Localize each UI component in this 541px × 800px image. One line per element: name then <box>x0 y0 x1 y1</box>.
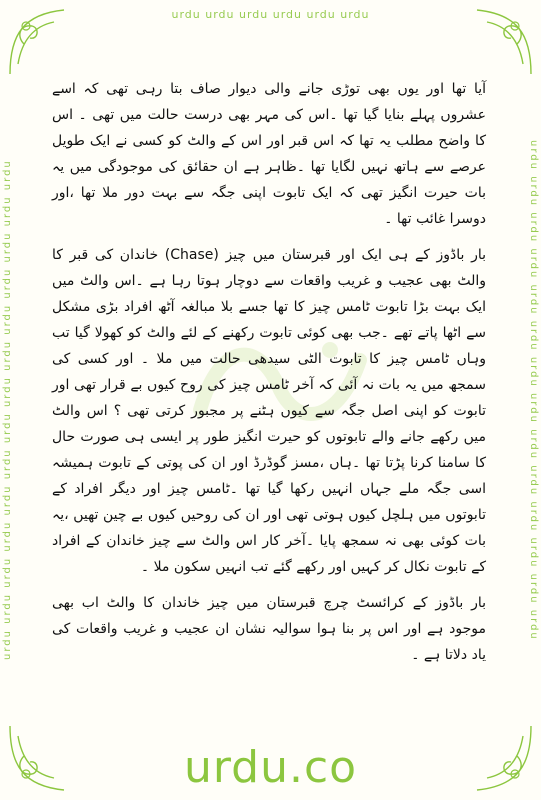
article-body <box>52 76 486 678</box>
top-right-flourish-icon <box>457 4 537 84</box>
paragraph-2: بار باڈوز کے ہی ایک اور قبرستان میں چیز (Chase) خاندان کی قبر کا والٹ بھی عجیب و غریب واقعات سے دوچار ہوتا رہا ہے ۔اس والٹ میں ایک بہت بڑا تابوت ٹامس چیز کا تھا جسے بلا مبالغہ آٹھ افراد بڑی مشکل سے اٹھا پاتے تھے ۔جب بھی کوئی تابوت رکھنے کے لئے والٹ کو کھولا گیا تب وہاں ٹامس چیز کا تابوت الٹی سیدھی حالت میں ملا ۔ اور کسی کی سمجھ میں یہ بات نہ آئی کہ آخر ٹامس چیز کی روح کیوں بے قرار تھی اور تابوت کو اپنی اصل جگہ سے کیوں ہٹنے پر مجبور کرتی تھی ؟ اس والٹ میں رکھے جانے والے تابوتوں کو حیرت انگیز طور پر ایسی ہی صورت حال کا سامنا کرنا پڑتا تھا ۔ہاں ،مسز گوڈرڈ اور ان کی پوتی کے تابوت ہمیشہ اسی جگہ ملے جہاں انہیں رکھا گیا تھا ۔ٹامس چیز اور دیگر افراد کے تابوتوں میں ہلچل کیوں ہوتی تھی اور ان کی روحیں کیوں بے چین تھیں ،یہ بات کوئی بھی نہ سمجھ پایا ۔آخر کار اس والٹ سے چیز خاندان کے افراد کے تابوت نکال کر کہیں اور رکھے گئے تب انہیں سکون ملا ۔ <box>52 247 486 575</box>
left-border-pattern: urdu urdu urdu urdu urdu urdu urdu urdu urdu urdu urdu urdu urdu urdu <box>2 159 13 660</box>
top-border-pattern: urdu urdu urdu urdu urdu urdu <box>171 8 370 21</box>
site-logo: urdu.co <box>183 742 358 793</box>
paragraph-1: آیا تھا اور یوں بھی توڑی جانے والی دیوار صاف بتا رہی تھی کہ اسے عشروں پہلے بنایا گیا تھا ۔اس کی مہر بھی درست حالت میں تھی ۔ اس کا واضح مطلب یہ تھا کہ اس قبر اور اس کے والٹ کو کسی نے ایک طویل عرصے سے ہاتھ نہیں لگایا تھا ۔ظاہر ہے ان حقائق کی موجودگی میں یہ بات حیرت انگیز تھی کہ ایک تابوت اپنی جگہ سے بہت دور ملا تھا ،اور دوسرا غائب تھا ۔ <box>52 81 486 227</box>
top-left-flourish-icon <box>4 4 84 84</box>
right-border-pattern: urdu urdu urdu urdu urdu urdu urdu urdu urdu urdu urdu urdu urdu urdu <box>528 140 539 641</box>
paragraph-3: بار باڈوز کے کرائسٹ چرچ قبرستان میں چیز خاندان کا والٹ اب بھی موجود ہے اور اس پر بنا ہوا سوالیہ نشان ان عجیب و غریب واقعات کی یاد دلاتا ہے ۔ <box>52 595 486 663</box>
